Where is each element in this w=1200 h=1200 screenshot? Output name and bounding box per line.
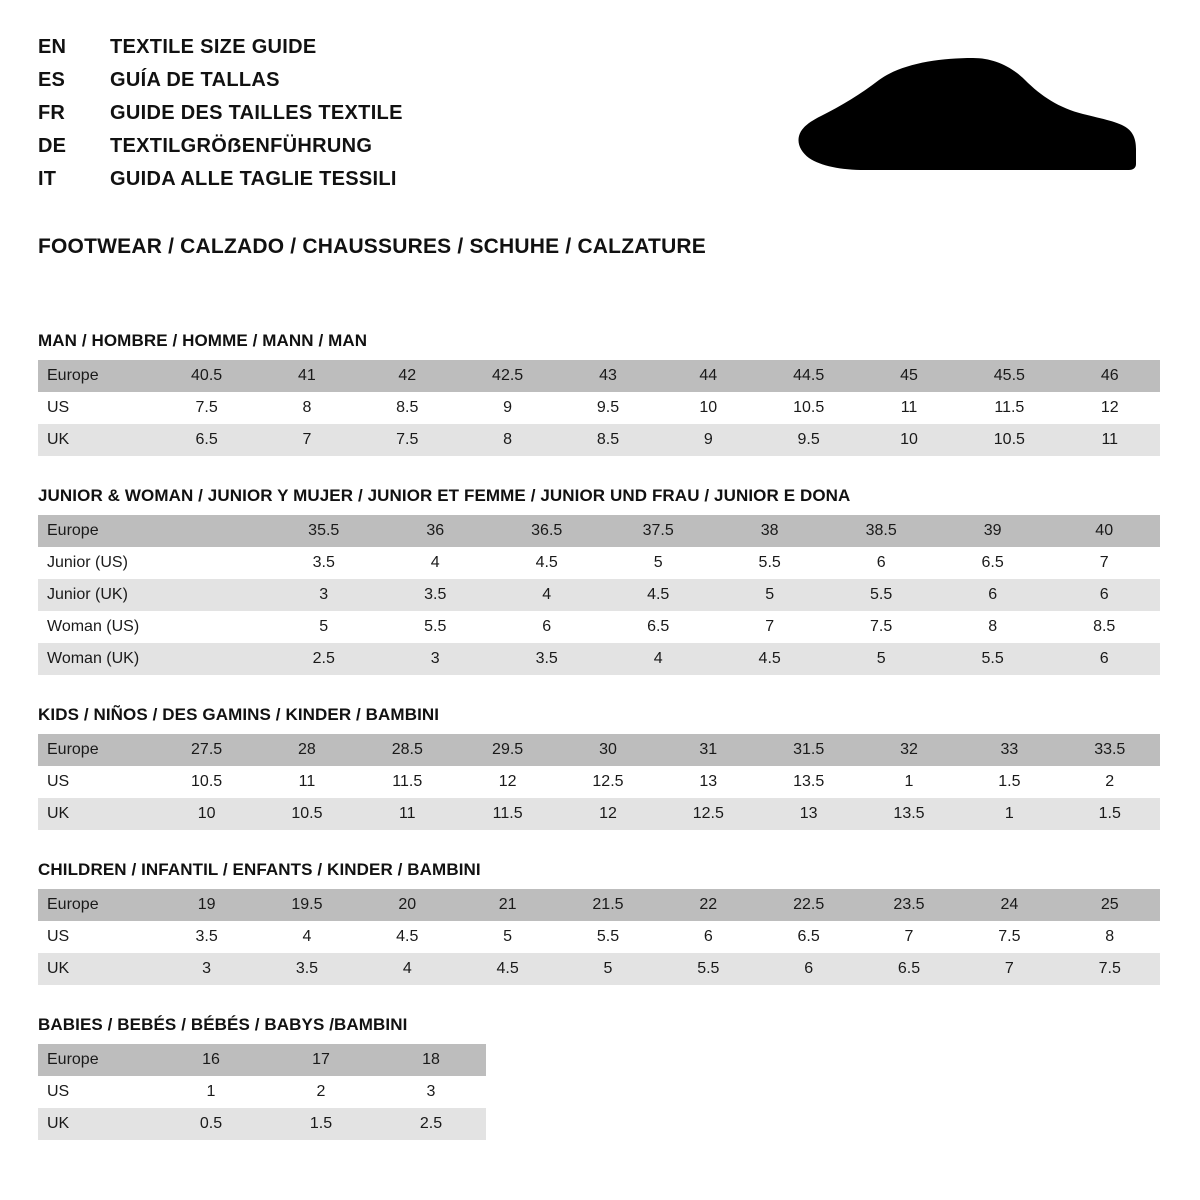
language-title: GUIDA ALLE TAGLIE TESSILI [110, 168, 397, 190]
cell: 8.5 [558, 424, 658, 456]
table-row [38, 1108, 486, 1140]
cell: 24 [959, 889, 1059, 921]
header [38, 32, 1162, 201]
cell: 4.5 [357, 921, 457, 953]
cell: 9.5 [558, 392, 658, 424]
table-row [38, 889, 1160, 921]
cell: 13 [658, 766, 758, 798]
cell: 3.5 [156, 921, 256, 953]
section-title: MAN / HOMBRE / HOMME / MANN / MAN [38, 331, 368, 350]
cell: 7.5 [959, 921, 1059, 953]
cell: 6 [1048, 579, 1160, 611]
cell: 11.5 [959, 392, 1059, 424]
cell: 8 [937, 611, 1048, 643]
cell: 21.5 [558, 889, 658, 921]
cell: 37.5 [602, 515, 713, 547]
section-title: CHILDREN / INFANTIL / ENFANTS / KINDER / BAMBINI [38, 860, 481, 879]
cell: 3.5 [491, 643, 602, 675]
cell: 4 [257, 921, 357, 953]
cell: 6 [825, 547, 936, 579]
cell: 4 [357, 953, 457, 985]
cell: 11.5 [457, 798, 557, 830]
cell: 4 [602, 643, 713, 675]
cell: 5 [825, 643, 936, 675]
size-table-man [38, 360, 1160, 456]
cell: 6.5 [937, 547, 1048, 579]
cell: 39 [937, 515, 1048, 547]
row-label: Junior (UK) [38, 579, 157, 611]
cell: 4.5 [602, 579, 713, 611]
cell: 5 [714, 579, 825, 611]
table-row [38, 424, 1160, 456]
size-table-children [38, 889, 1160, 985]
cell [157, 515, 268, 547]
cell: 8.5 [1048, 611, 1160, 643]
cell: 6.5 [859, 953, 959, 985]
row-label: UK [38, 1108, 156, 1140]
cell: 33.5 [1060, 734, 1160, 766]
table-row [38, 953, 1160, 985]
cell: 0.5 [156, 1108, 266, 1140]
language-row [38, 36, 403, 69]
cell: 35.5 [268, 515, 379, 547]
cell: 5.5 [714, 547, 825, 579]
language-code: ES [38, 69, 66, 91]
cell: 4.5 [714, 643, 825, 675]
cell: 6 [491, 611, 602, 643]
row-label: Europe [38, 1044, 156, 1076]
table-row [38, 547, 1160, 579]
cell: 19.5 [257, 889, 357, 921]
cell: 5.5 [937, 643, 1048, 675]
cell: 3.5 [379, 579, 490, 611]
cell [157, 611, 268, 643]
dress-shoe-icon [782, 32, 1162, 176]
cell: 17 [266, 1044, 376, 1076]
cell: 42 [357, 360, 457, 392]
cell: 44.5 [758, 360, 858, 392]
cell: 12 [457, 766, 557, 798]
language-code: FR [38, 102, 66, 124]
cell: 6.5 [156, 424, 256, 456]
cell: 3 [268, 579, 379, 611]
cell: 4 [491, 579, 602, 611]
section-junior-woman [38, 486, 1162, 675]
table-row [38, 734, 1160, 766]
cell: 11 [357, 798, 457, 830]
table-row [38, 798, 1160, 830]
cell: 20 [357, 889, 457, 921]
row-label: UK [38, 953, 156, 985]
language-row [38, 69, 403, 102]
cell: 1 [959, 798, 1059, 830]
cell: 5.5 [558, 921, 658, 953]
row-label: Europe [38, 515, 157, 547]
cell: 8 [1060, 921, 1160, 953]
cell: 10.5 [257, 798, 357, 830]
cell: 28.5 [357, 734, 457, 766]
cell: 11.5 [357, 766, 457, 798]
cell: 40.5 [156, 360, 256, 392]
table-row [38, 579, 1160, 611]
section-title: JUNIOR & WOMAN / JUNIOR Y MUJER / JUNIOR ET FEMME / JUNIOR UND FRAU / JUNIOR E DONA [38, 486, 851, 505]
cell: 38.5 [825, 515, 936, 547]
cell: 10 [658, 392, 758, 424]
cell: 7 [859, 921, 959, 953]
language-row [38, 168, 403, 201]
cell: 7 [714, 611, 825, 643]
cell: 6 [937, 579, 1048, 611]
cell: 7 [257, 424, 357, 456]
cell: 7.5 [1060, 953, 1160, 985]
cell: 22.5 [758, 889, 858, 921]
cell: 11 [1060, 424, 1160, 456]
cell: 3 [156, 953, 256, 985]
cell: 13.5 [859, 798, 959, 830]
cell: 6.5 [758, 921, 858, 953]
cell: 29.5 [457, 734, 557, 766]
cell: 2 [266, 1076, 376, 1108]
row-label: Europe [38, 889, 156, 921]
cell: 2.5 [376, 1108, 486, 1140]
cell: 2 [1060, 766, 1160, 798]
cell: 36 [379, 515, 490, 547]
table-row [38, 611, 1160, 643]
size-table-kids [38, 734, 1160, 830]
row-label: Woman (UK) [38, 643, 157, 675]
table-row [38, 921, 1160, 953]
section-title: BABIES / BEBÉS / BÉBÉS / BABYS /BAMBINI [38, 1015, 408, 1034]
row-label: Europe [38, 360, 156, 392]
table-row [38, 392, 1160, 424]
cell [157, 579, 268, 611]
cell [157, 643, 268, 675]
cell: 46 [1060, 360, 1160, 392]
cell: 7 [1048, 547, 1160, 579]
cell: 27.5 [156, 734, 256, 766]
cell: 1.5 [959, 766, 1059, 798]
cell [157, 547, 268, 579]
language-title: GUIDE DES TAILLES TEXTILE [110, 102, 403, 124]
cell: 5.5 [825, 579, 936, 611]
cell: 4.5 [457, 953, 557, 985]
cell: 2.5 [268, 643, 379, 675]
cell: 13.5 [758, 766, 858, 798]
row-label: Europe [38, 734, 156, 766]
cell: 1 [156, 1076, 266, 1108]
size-table-junior-woman [38, 515, 1160, 675]
cell: 21 [457, 889, 557, 921]
cell: 10 [859, 424, 959, 456]
row-label: US [38, 392, 156, 424]
cell: 13 [758, 798, 858, 830]
cell: 5 [268, 611, 379, 643]
language-title: TEXTILE SIZE GUIDE [110, 36, 317, 58]
page-title: FOOTWEAR / CALZADO / CHAUSSURES / SCHUHE / CALZATURE [38, 235, 707, 258]
cell: 16 [156, 1044, 266, 1076]
language-title: GUÍA DE TALLAS [110, 69, 280, 91]
table-row [38, 360, 1160, 392]
section-man [38, 331, 1162, 456]
cell: 12 [1060, 392, 1160, 424]
cell: 6.5 [602, 611, 713, 643]
section-children [38, 860, 1162, 985]
cell: 32 [859, 734, 959, 766]
section-babies [38, 1015, 1162, 1140]
table-row [38, 515, 1160, 547]
cell: 43 [558, 360, 658, 392]
cell: 12.5 [658, 798, 758, 830]
language-row [38, 102, 403, 135]
cell: 28 [257, 734, 357, 766]
size-table-babies [38, 1044, 486, 1140]
cell: 8.5 [357, 392, 457, 424]
section-kids [38, 705, 1162, 830]
cell: 44 [658, 360, 758, 392]
cell: 4.5 [491, 547, 602, 579]
language-title: TEXTILGRÖẞENFÜHRUNG [110, 135, 373, 157]
cell: 3 [379, 643, 490, 675]
cell: 8 [257, 392, 357, 424]
cell: 5 [457, 921, 557, 953]
cell: 1.5 [1060, 798, 1160, 830]
row-label: US [38, 921, 156, 953]
cell: 9 [658, 424, 758, 456]
language-list [38, 32, 403, 201]
cell: 10.5 [156, 766, 256, 798]
cell: 45.5 [959, 360, 1059, 392]
language-code: IT [38, 168, 57, 190]
cell: 6 [758, 953, 858, 985]
cell: 19 [156, 889, 256, 921]
language-row [38, 135, 403, 168]
cell: 45 [859, 360, 959, 392]
language-code: EN [38, 36, 67, 58]
cell: 9.5 [758, 424, 858, 456]
cell: 12.5 [558, 766, 658, 798]
row-label: Woman (US) [38, 611, 157, 643]
table-row [38, 643, 1160, 675]
cell: 7.5 [357, 424, 457, 456]
cell: 42.5 [457, 360, 557, 392]
cell: 31.5 [758, 734, 858, 766]
cell: 8 [457, 424, 557, 456]
cell: 36.5 [491, 515, 602, 547]
cell: 3.5 [257, 953, 357, 985]
cell: 6 [658, 921, 758, 953]
cell: 5.5 [658, 953, 758, 985]
cell: 40 [1048, 515, 1160, 547]
table-row [38, 1044, 486, 1076]
cell: 1 [859, 766, 959, 798]
cell: 33 [959, 734, 1059, 766]
cell: 9 [457, 392, 557, 424]
cell: 18 [376, 1044, 486, 1076]
cell: 6 [1048, 643, 1160, 675]
cell: 4 [379, 547, 490, 579]
cell: 5 [558, 953, 658, 985]
table-row [38, 1076, 486, 1108]
language-code: DE [38, 135, 67, 157]
cell: 7 [959, 953, 1059, 985]
cell: 23.5 [859, 889, 959, 921]
cell: 10 [156, 798, 256, 830]
row-label: UK [38, 424, 156, 456]
cell: 11 [257, 766, 357, 798]
cell: 10.5 [959, 424, 1059, 456]
cell: 7.5 [156, 392, 256, 424]
cell: 1.5 [266, 1108, 376, 1140]
cell: 7.5 [825, 611, 936, 643]
table-row [38, 766, 1160, 798]
row-label: US [38, 766, 156, 798]
row-label: Junior (US) [38, 547, 157, 579]
cell: 38 [714, 515, 825, 547]
cell: 3.5 [268, 547, 379, 579]
cell: 22 [658, 889, 758, 921]
section-title: KIDS / NIÑOS / DES GAMINS / KINDER / BAMBINI [38, 705, 440, 724]
cell: 30 [558, 734, 658, 766]
row-label: US [38, 1076, 156, 1108]
row-label: UK [38, 798, 156, 830]
cell: 11 [859, 392, 959, 424]
cell: 31 [658, 734, 758, 766]
cell: 3 [376, 1076, 486, 1108]
cell: 5.5 [379, 611, 490, 643]
cell: 5 [602, 547, 713, 579]
cell: 12 [558, 798, 658, 830]
cell: 25 [1060, 889, 1160, 921]
cell: 10.5 [758, 392, 858, 424]
cell: 41 [257, 360, 357, 392]
